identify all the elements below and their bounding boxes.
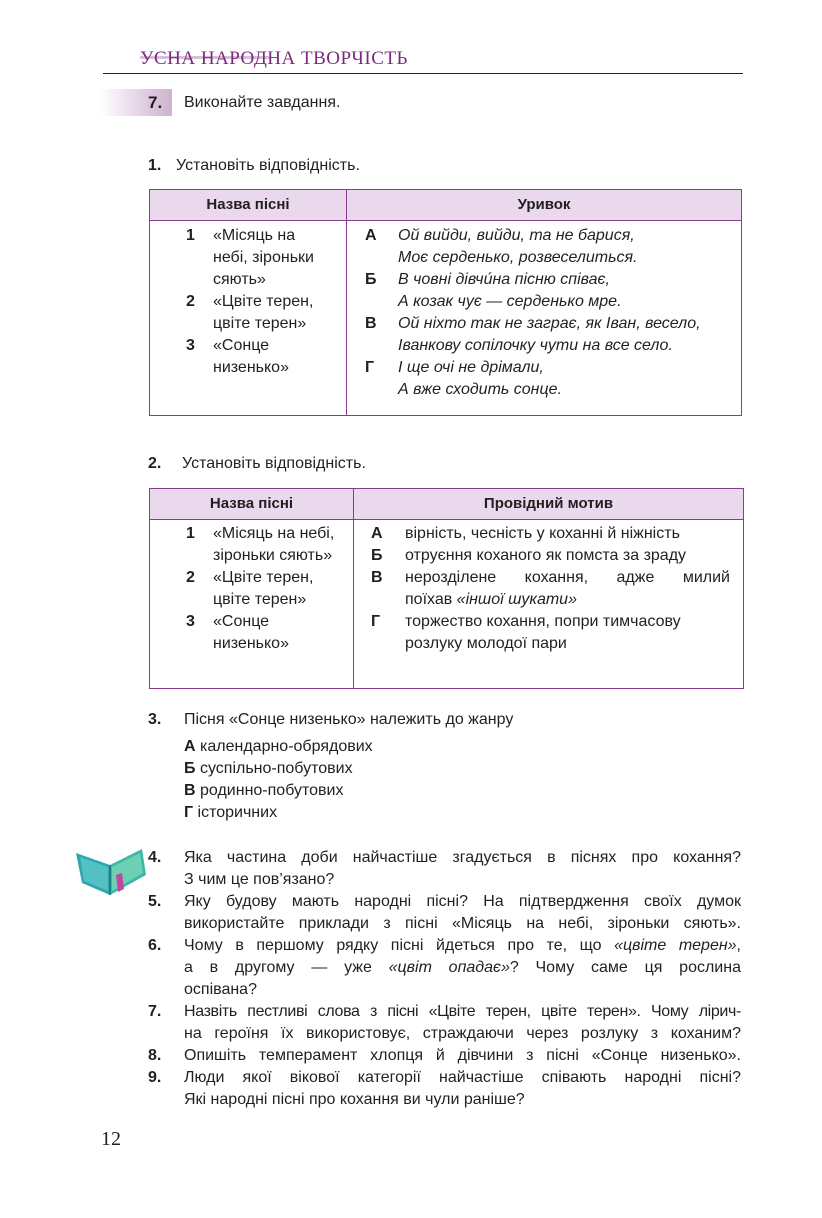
q2-table	[149, 488, 744, 689]
q7-line: на героїня їх використовує, страждаючи через розлуку з коханим?	[184, 1025, 741, 1042]
q2-number: 2.	[148, 455, 162, 472]
list-item: А Ой вийди, вийди, та не барися,	[365, 227, 635, 244]
q1-number: 1.	[148, 157, 162, 174]
q2-col-header-song: Назва пісні	[150, 489, 354, 520]
list-item: Г торжество кохання, попри тимчасову	[371, 613, 681, 630]
open-book-icon	[72, 845, 150, 904]
list-item: розлуку молодої пари	[405, 635, 567, 652]
list-item: зіроньки сяють»	[213, 547, 333, 564]
list-item: цвіте терен»	[213, 591, 307, 608]
q4-number: 4.	[148, 849, 162, 866]
header-rule	[103, 73, 743, 74]
list-item: Б отруєння коханого як помста за зраду	[371, 547, 687, 564]
list-item: Іванкову сопілочку чути на все село.	[398, 337, 673, 354]
page-number: 12	[101, 1128, 121, 1150]
q6-line: оспівана?	[184, 981, 257, 998]
q1-songs-cell	[150, 221, 347, 416]
list-item: Моє серденько, розвеселиться.	[398, 249, 638, 266]
q2-col-header-motif: Провідний мотив	[354, 489, 744, 520]
q2-songs-cell	[150, 520, 354, 689]
q8-line: Опишіть темперамент хлопця й дівчини з пісні «Сонце низенько».	[184, 1047, 741, 1064]
q9-number: 9.	[148, 1069, 162, 1086]
q1-col-header-song: Назва пісні	[150, 190, 347, 221]
q3-option: Г історичних	[184, 804, 278, 821]
q9-line: Люди якої вікової категорії найчастіше співають народні пісні?	[184, 1069, 741, 1086]
q3-option: Б суспільно-побутових	[184, 760, 353, 777]
list-item: В Ой ніхто так не заграє, як Іван, весело,	[365, 315, 701, 332]
q1-table	[149, 189, 742, 416]
q4-line: Яка частина доби найчастіше згадується в піснях про кохання?	[184, 849, 741, 866]
q6-line: а в другому — уже «цвіт опадає»? Чому саме ця рослина	[184, 959, 741, 976]
list-item: 2 «Цвіте терен,	[186, 293, 314, 310]
q6-number: 6.	[148, 937, 162, 954]
list-item: А вірність, чесність у коханні й ніжність	[371, 525, 680, 542]
q3-number: 3.	[148, 711, 162, 728]
q3-text: Пісня «Сонце низенько» належить до жанру	[184, 711, 514, 728]
list-item: 3 «Сонце	[186, 613, 270, 630]
list-item: 1 «Місяць на небі,	[186, 525, 335, 542]
q4-line: З чим це пов’язано?	[184, 871, 335, 888]
q7-number: 7.	[148, 1003, 162, 1020]
list-item: 2 «Цвіте терен,	[186, 569, 314, 586]
list-item: низенько»	[213, 359, 289, 376]
task-number: 7.	[148, 93, 163, 112]
list-item: низенько»	[213, 635, 289, 652]
list-item: А козак чує — серденько мре.	[398, 293, 622, 310]
list-item: сяють»	[213, 271, 266, 288]
q7-line: Назвіть пестливі слова з пісні «Цвіте терен, цвіте терен». Чому лірич‑	[184, 1003, 741, 1020]
list-item: В нерозділене кохання, адже милий	[371, 569, 730, 586]
q3-option: А календарно-обрядових	[184, 738, 373, 755]
q2-text: Установіть відповідність.	[182, 455, 366, 472]
list-item: А вже сходить сонце.	[398, 381, 562, 398]
q5-number: 5.	[148, 893, 162, 910]
list-item: цвіте терен»	[213, 315, 307, 332]
q1-text: Установіть відповідність.	[176, 157, 360, 174]
q5-line: використайте приклади з пісні «Місяць на небі, зіроньки сяють».	[184, 915, 741, 932]
list-item: 1 «Місяць на	[186, 227, 296, 244]
list-item: поїхав «іншої шукати»	[405, 591, 577, 608]
q6-line: Чому в першому рядку пісні йдеться про те, що «цвіте терен»,	[184, 937, 741, 954]
list-item: небі, зіроньки	[213, 249, 314, 266]
q2-motifs-cell	[354, 520, 744, 689]
q1-excerpts-cell	[347, 221, 742, 416]
task-instruction: Виконайте завдання.	[184, 94, 341, 111]
list-item: Г І ще очі не дрімали,	[365, 359, 544, 376]
q9-line: Які народні пісні про кохання ви чули раніше?	[184, 1091, 525, 1108]
list-item: Б В човні дівчи́на пісню співає,	[365, 271, 610, 288]
q5-line: Яку будову мають народні пісні? На підтвердження своїх думок	[184, 893, 741, 910]
list-item: 3 «Сонце	[186, 337, 270, 354]
q1-col-header-excerpt: Уривок	[347, 190, 742, 221]
q3-option: В родинно-побутових	[184, 782, 344, 799]
q8-number: 8.	[148, 1047, 162, 1064]
running-header: УСНА НАРОДНА ТВОРЧІСТЬ	[140, 48, 408, 69]
